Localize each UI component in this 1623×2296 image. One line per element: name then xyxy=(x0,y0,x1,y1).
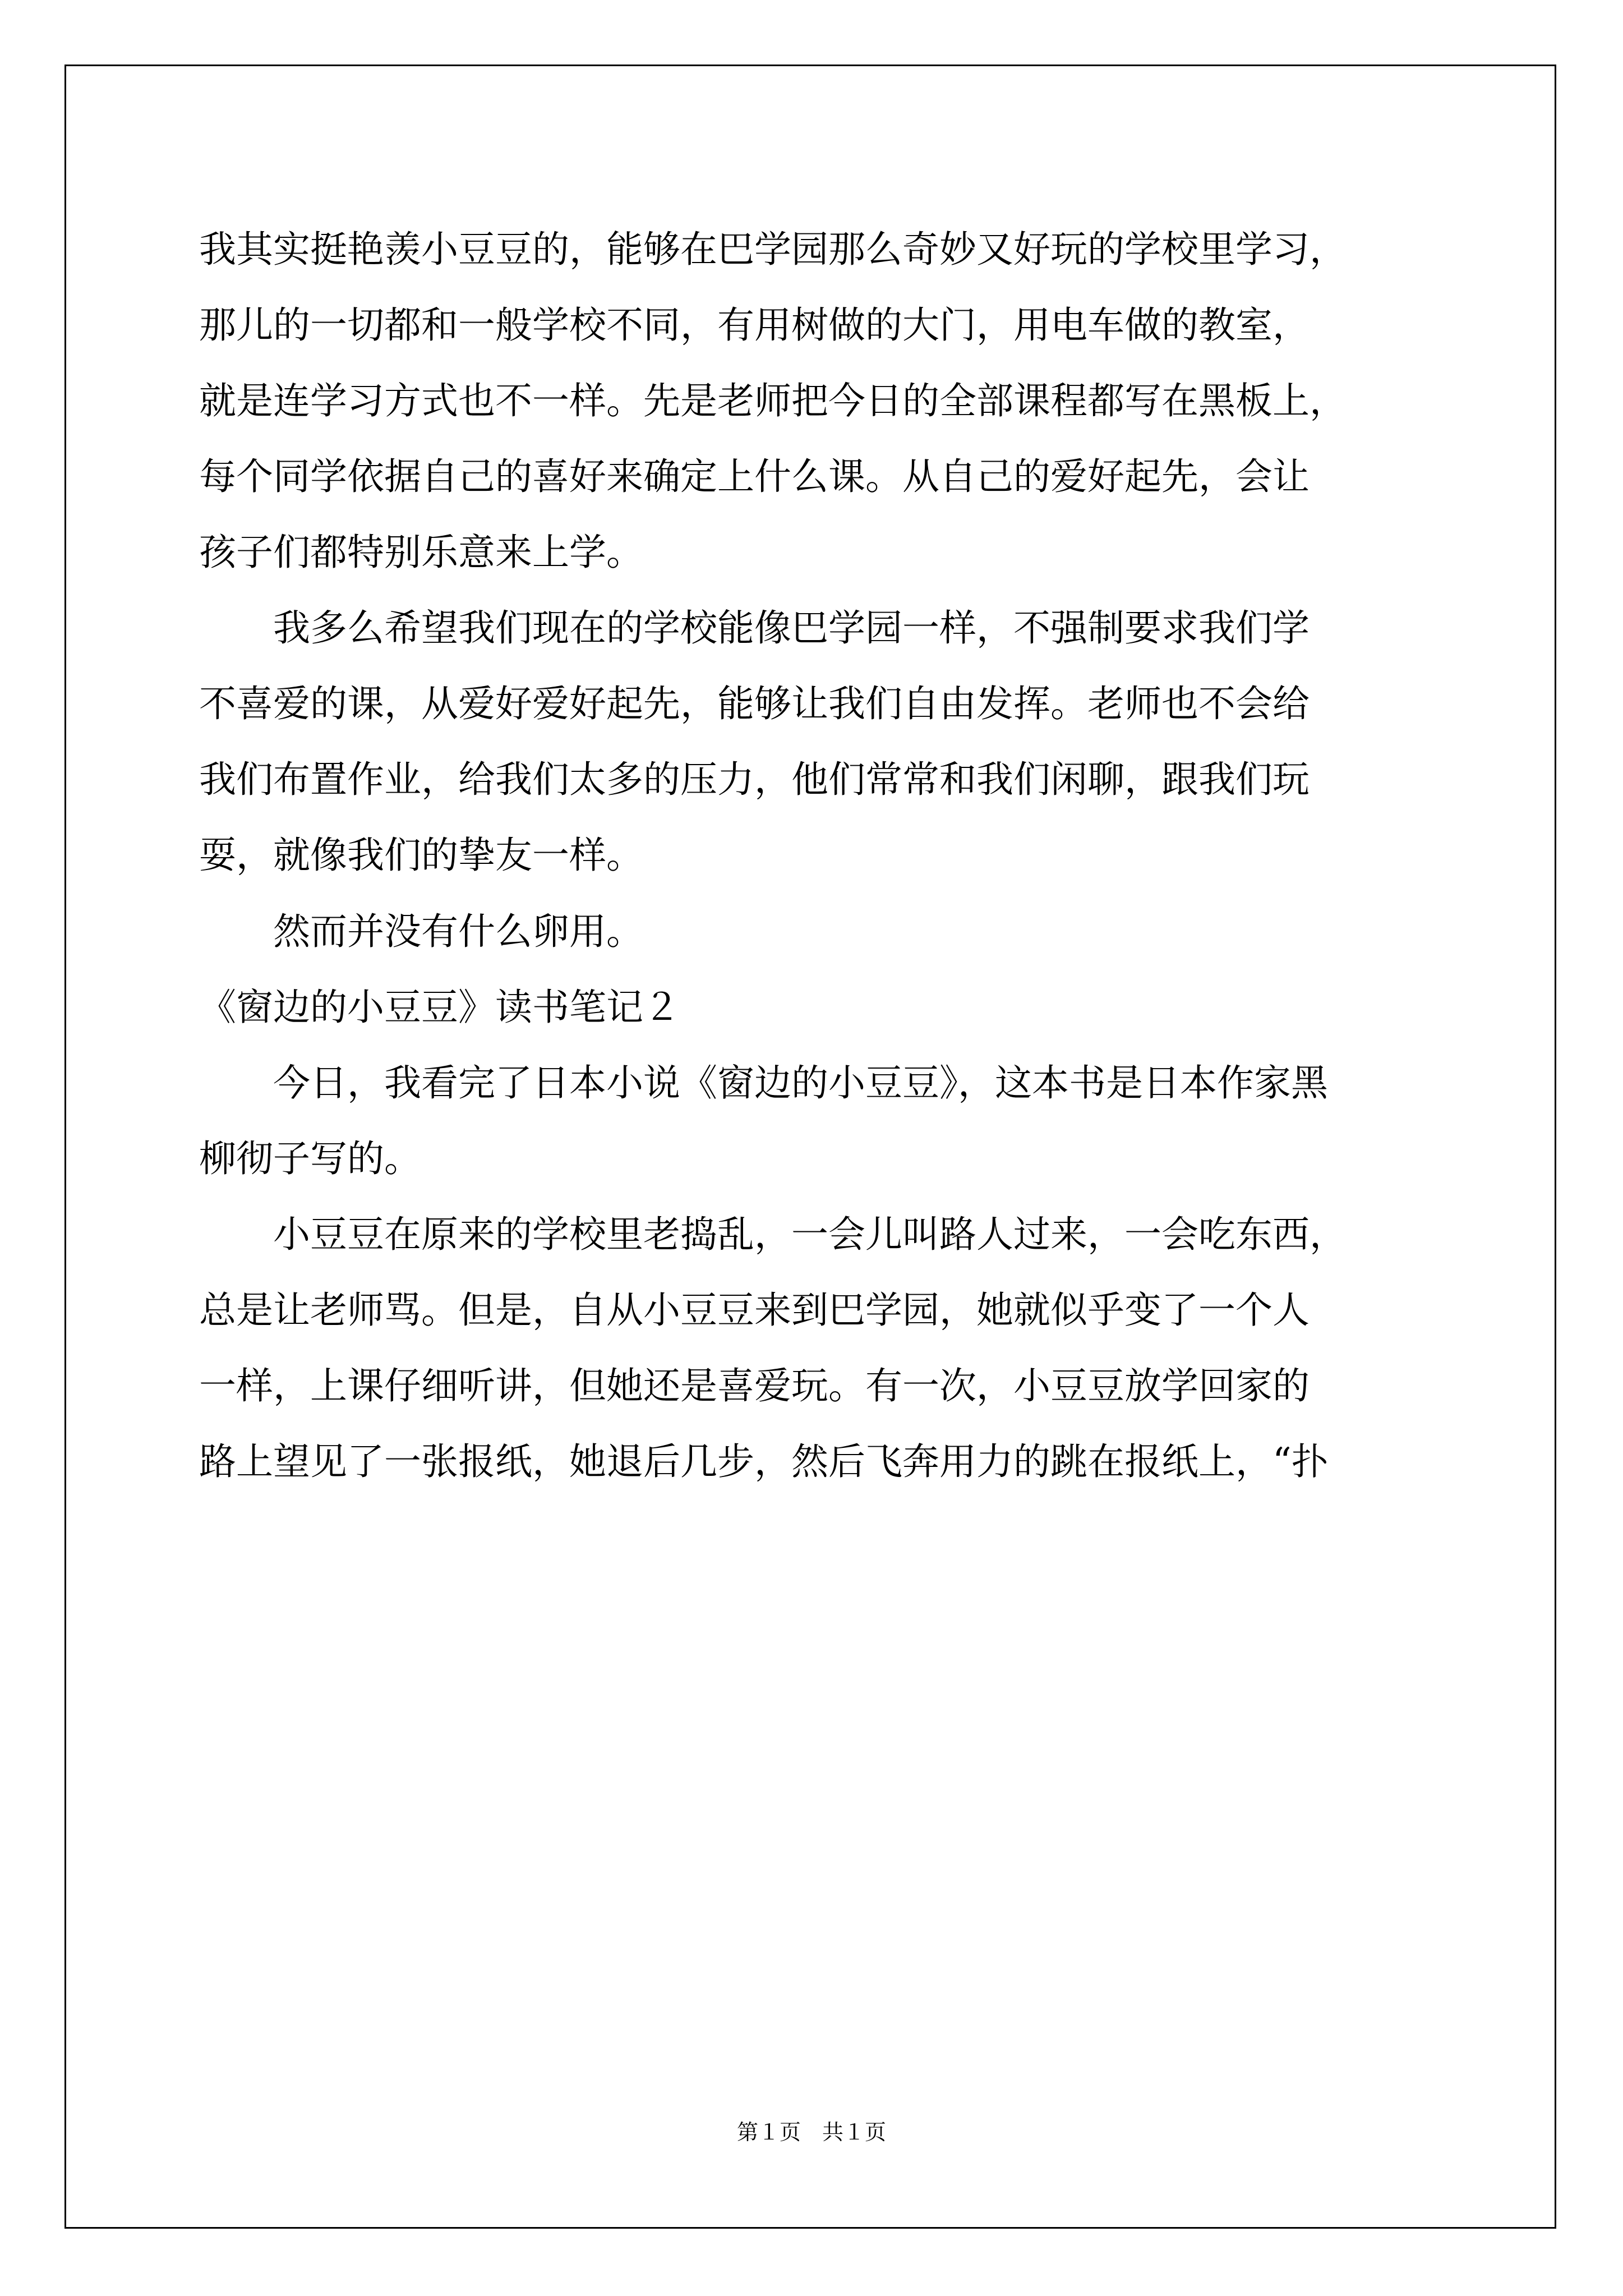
text-line: 孩子们都特别乐意来上学。 xyxy=(199,531,643,574)
text-line: 每个同学依据自己的喜好来确定上什么课。从自己的爱好起先，会让 xyxy=(199,455,1310,498)
text-line: 就是连学习方式也不一样。先是老师把今日的全部课程都写在黑板上， xyxy=(199,379,1347,422)
section-heading: 《窗边的小豆豆》读书笔记２ xyxy=(199,986,680,1029)
text-line: 一样，上课仔细听讲，但她还是喜爱玩。有一次，小豆豆放学回家的 xyxy=(199,1364,1310,1407)
text-line: 然而并没有什么卵用。 xyxy=(199,910,643,953)
text-line: 我多么希望我们现在的学校能像巴学园一样，不强制要求我们学 xyxy=(199,606,1310,650)
page-footer: 第１页 共１页 xyxy=(736,2120,886,2145)
text-line: 路上望见了一张报纸，她退后几步，然后飞奔用力的跳在报纸上，“扑 xyxy=(199,1440,1329,1483)
text-line: 不喜爱的课，从爱好爱好起先，能够让我们自由发挥。老师也不会给 xyxy=(199,682,1310,725)
text-line: 我们布置作业，给我们太多的压力，他们常常和我们闲聊，跟我们玩 xyxy=(199,758,1310,801)
text-line: 耍，就像我们的挚友一样。 xyxy=(199,834,643,877)
text-line: 总是让老师骂。但是，自从小豆豆来到巴学园，她就似乎变了一个人 xyxy=(199,1289,1310,1332)
text-line: 柳彻子写的。 xyxy=(199,1137,421,1180)
text-line: 我其实挺艳羡小豆豆的，能够在巴学园那么奇妙又好玩的学校里学习， xyxy=(199,228,1347,271)
text-line: 小豆豆在原来的学校里老捣乱，一会儿叫路人过来，一会吃东西， xyxy=(199,1213,1347,1256)
text-line: 那儿的一切都和一般学校不同，有用树做的大门，用电车做的教室， xyxy=(199,303,1310,347)
text-line: 今日，我看完了日本小说《窗边的小豆豆》，这本书是日本作家黑 xyxy=(199,1061,1328,1105)
